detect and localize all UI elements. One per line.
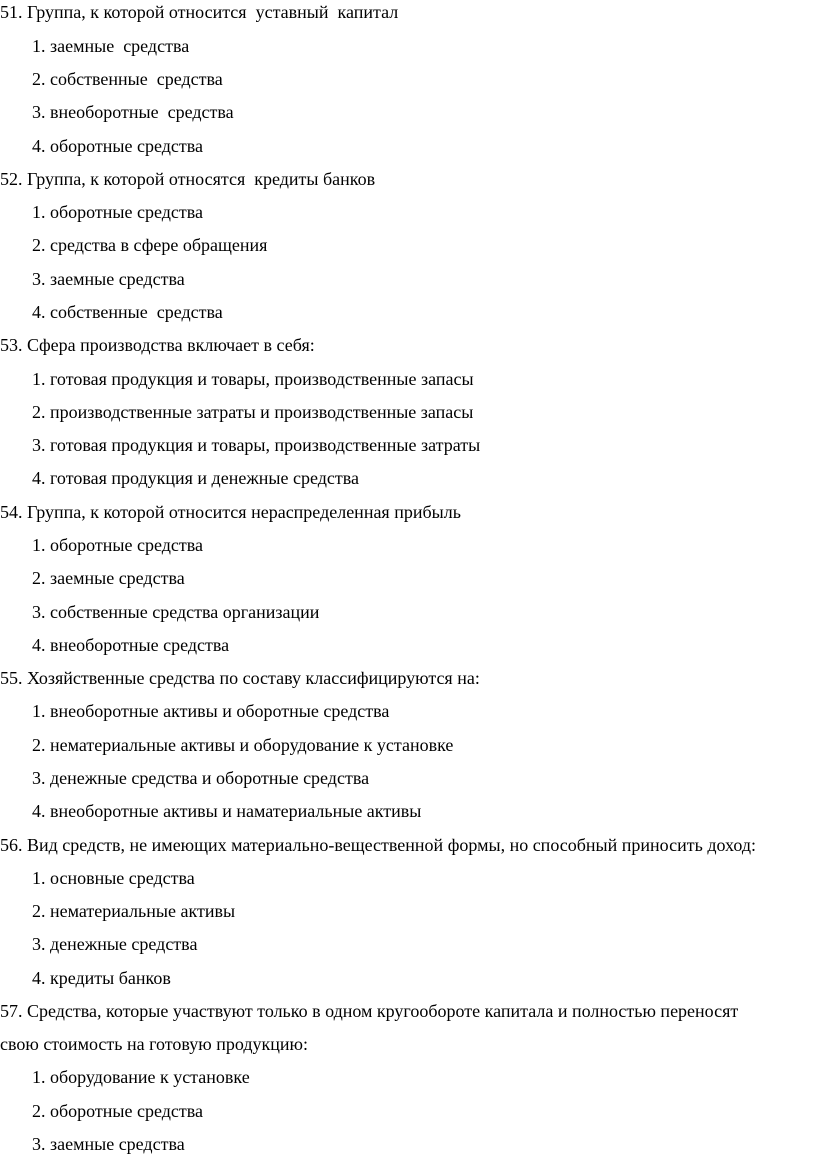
question-56-option-2: 2. нематериальные активы bbox=[32, 901, 236, 921]
question-57-option-1: 1. оборудование к установке bbox=[32, 1067, 250, 1087]
question-55-option-3: 3. денежные средства и оборотные средства bbox=[32, 768, 370, 788]
question-52-text: 52. Группа, к которой относятся кредиты банков bbox=[0, 169, 376, 189]
question-51-option-2: 2. собственные средства bbox=[32, 69, 223, 89]
question-53-option-1: 1. готовая продукция и товары, производственные запасы bbox=[32, 369, 474, 389]
question-57-text-continued: свою стоимость на готовую продукцию: bbox=[0, 1034, 308, 1054]
question-55-text: 55. Хозяйственные средства по составу классифицируются на: bbox=[0, 668, 480, 688]
question-52-option-1: 1. оборотные средства bbox=[32, 202, 204, 222]
question-53-option-2: 2. производственные затраты и производственные запасы bbox=[32, 402, 474, 422]
question-57-option-2: 2. оборотные средства bbox=[32, 1101, 204, 1121]
question-56-option-3: 3. денежные средства bbox=[32, 934, 198, 954]
question-51-option-4: 4. оборотные средства bbox=[32, 136, 204, 156]
question-55-option-2: 2. нематериальные активы и оборудование к установке bbox=[32, 735, 454, 755]
question-52-option-2: 2. средства в сфере обращения bbox=[32, 235, 268, 255]
question-53-option-3: 3. готовая продукция и товары, производственные затраты bbox=[32, 435, 481, 455]
question-54-text: 54. Группа, к которой относится нераспределенная прибыль bbox=[0, 502, 461, 522]
question-53-option-4: 4. готовая продукция и денежные средства bbox=[32, 468, 359, 488]
question-54-option-2: 2. заемные средства bbox=[32, 568, 185, 588]
question-52-option-3: 3. заемные средства bbox=[32, 269, 185, 289]
question-56-option-1: 1. основные средства bbox=[32, 868, 195, 888]
question-54-option-3: 3. собственные средства организации bbox=[32, 602, 320, 622]
question-54-option-1: 1. оборотные средства bbox=[32, 535, 204, 555]
question-55-option-4: 4. внеоборотные активы и наматериальные активы bbox=[32, 801, 422, 821]
question-52-option-4: 4. собственные средства bbox=[32, 302, 223, 322]
question-53-text: 53. Сфера производства включает в себя: bbox=[0, 335, 315, 355]
question-57-text: 57. Средства, которые участвуют только в одном кругообороте капитала и полностью переносят bbox=[0, 1001, 739, 1021]
question-51-text: 51. Группа, к которой относится уставный капитал bbox=[0, 2, 399, 22]
question-54-option-4: 4. внеоборотные средства bbox=[32, 635, 230, 655]
question-55-option-1: 1. внеоборотные активы и оборотные средства bbox=[32, 701, 390, 721]
question-56-option-4: 4. кредиты банков bbox=[32, 968, 171, 988]
question-51-option-3: 3. внеоборотные средства bbox=[32, 102, 234, 122]
question-57-option-3: 3. заемные средства bbox=[32, 1134, 185, 1154]
question-51-option-1: 1. заемные средства bbox=[32, 36, 190, 56]
question-56-text: 56. Вид средств, не имеющих материально-вещественной формы, но способный приносить доход: bbox=[0, 835, 756, 855]
